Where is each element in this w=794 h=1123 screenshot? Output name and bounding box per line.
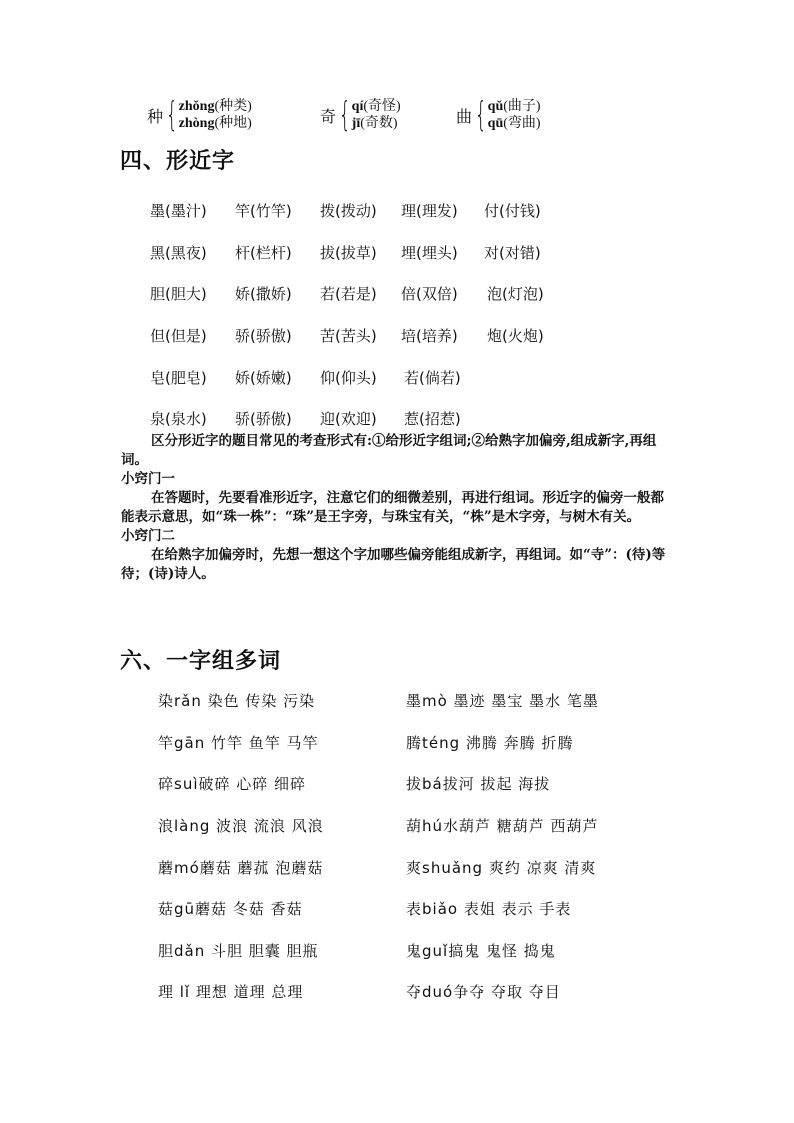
reading: jī(奇数) xyxy=(351,116,398,131)
polyphone-group xyxy=(320,95,401,135)
table-cell: 但(但是) xyxy=(150,327,207,346)
tip-text: 在答题时，先要看准形近字，注意它们的细微差别，再进行组词。形近字的偏旁一般都能表示意思，如“珠一株”：“珠”是王字旁，与珠宝有关，“株”是木字旁，与树木有关。 xyxy=(121,490,664,525)
table-cell: 泡(灯泡) xyxy=(487,285,544,304)
table-cell: 骄(骄傲) xyxy=(235,327,292,346)
word-group: 墨mò 墨迹 墨宝 墨水 笔墨 xyxy=(406,692,599,711)
table-cell: 对(对错) xyxy=(484,243,541,262)
reading-list xyxy=(488,98,541,132)
word-group: 菇gū蘑菇 冬菇 香菇 xyxy=(158,900,303,919)
polyphone-char: 奇 xyxy=(320,106,337,126)
similar-chars-table xyxy=(150,190,544,440)
table-cell: 胆(胆大) xyxy=(150,285,207,304)
reading: qí(奇怪) xyxy=(351,99,401,114)
list-item xyxy=(158,805,599,847)
polyphone-group xyxy=(147,95,252,135)
table-cell: 皂(肥皂) xyxy=(150,368,207,387)
brace-icon: { xyxy=(338,95,351,135)
table-cell: 拔(拔草) xyxy=(320,243,377,262)
word-group: 浪làng 波浪 流浪 风浪 xyxy=(158,817,324,836)
table-cell: 埋(埋头) xyxy=(401,243,458,262)
reading: qū(弯曲) xyxy=(487,116,541,131)
reading: qǔ(曲子) xyxy=(487,99,541,114)
tip-title: 小窍门二 xyxy=(121,528,175,544)
tip-text: 在给熟字加偏旁时，先想一想这个字加哪些偏旁能组成新字，再组词。如“寺”：(待)等待；(诗)诗人。 xyxy=(121,547,666,582)
table-cell: 杆(栏杆) xyxy=(235,243,292,262)
table-cell: 若(倘若) xyxy=(404,368,461,387)
table-cell: 墨(墨汁) xyxy=(150,202,207,221)
table-cell: 炮(火炮) xyxy=(487,327,544,346)
table-cell: 惹(招惹) xyxy=(404,410,461,429)
list-item xyxy=(158,888,599,930)
list-item xyxy=(158,680,599,722)
table-cell: 骄(骄傲) xyxy=(235,410,292,429)
word-group: 表biǎo 表姐 表示 手表 xyxy=(406,900,572,919)
table-row xyxy=(150,356,544,398)
table-cell: 拨(拨动) xyxy=(320,202,377,221)
polyphone-char: 曲 xyxy=(456,106,473,126)
reading: zhòng(种地) xyxy=(178,116,252,131)
table-row xyxy=(150,315,544,357)
table-cell: 苦(苦头) xyxy=(320,327,377,346)
word-group: 葫hú水葫芦 糖葫芦 西葫芦 xyxy=(406,817,599,836)
table-row xyxy=(150,190,544,232)
table-cell: 培(培养) xyxy=(401,327,458,346)
word-group: 竿gān 竹竿 鱼竿 马竿 xyxy=(158,733,319,752)
word-group: 夺duó争夺 夺取 夺目 xyxy=(406,983,561,1002)
table-row xyxy=(150,273,544,315)
word-group: 拔bá拔河 拔起 海拔 xyxy=(406,775,551,794)
reading-list xyxy=(352,98,401,132)
word-group: 蘑mó蘑菇 蘑菰 泡蘑菇 xyxy=(158,858,324,877)
word-group: 理 lǐ 理想 道理 总理 xyxy=(158,983,304,1002)
polyphone-group xyxy=(456,95,541,135)
reading: zhǒng(种类) xyxy=(178,99,252,114)
table-cell: 黑(黑夜) xyxy=(150,243,207,262)
table-cell: 娇(娇嫩) xyxy=(235,368,292,387)
table-cell: 仰(仰头) xyxy=(320,368,377,387)
table-cell: 付(付钱) xyxy=(484,202,541,221)
word-group: 胆dǎn 斗胆 胆囊 胆瓶 xyxy=(158,941,319,960)
section-title-multi-words: 六、一字组多词 xyxy=(120,649,282,674)
brace-icon: { xyxy=(165,95,178,135)
table-cell: 竿(竹竿) xyxy=(235,202,292,221)
brace-icon: { xyxy=(474,95,487,135)
tip-title: 小窍门一 xyxy=(121,471,175,487)
word-group: 鬼guǐ搞鬼 鬼怪 捣鬼 xyxy=(406,941,556,960)
table-cell: 若(若是) xyxy=(320,285,377,304)
exam-notes xyxy=(121,432,677,584)
list-item xyxy=(158,763,599,805)
list-item xyxy=(158,846,599,888)
polyphone-char: 种 xyxy=(147,106,164,126)
word-group: 碎suì破碎 心碎 细碎 xyxy=(158,775,307,794)
list-item xyxy=(158,722,599,764)
table-row xyxy=(150,232,544,274)
table-cell: 娇(撒娇) xyxy=(235,285,292,304)
table-cell: 理(理发) xyxy=(401,202,458,221)
list-item xyxy=(158,930,599,972)
word-group: 爽shuǎng 爽约 凉爽 清爽 xyxy=(406,858,597,877)
multi-words-list xyxy=(158,680,599,1013)
table-cell: 倍(双倍) xyxy=(401,285,458,304)
reading-list xyxy=(179,98,252,132)
table-cell: 迎(欢迎) xyxy=(320,410,377,429)
list-item xyxy=(158,971,599,1013)
notes-intro: 区分形近字的题目常见的考查形式有:①给形近字组词;②给熟字加偏旁,组成新字,再组词。 xyxy=(121,433,657,468)
word-group: 腾téng 沸腾 奔腾 折腾 xyxy=(406,733,574,752)
section-title-similar-chars: 四、形近字 xyxy=(120,149,236,174)
table-cell: 泉(泉水) xyxy=(150,410,207,429)
word-group: 染rǎn 染色 传染 污染 xyxy=(158,692,316,711)
